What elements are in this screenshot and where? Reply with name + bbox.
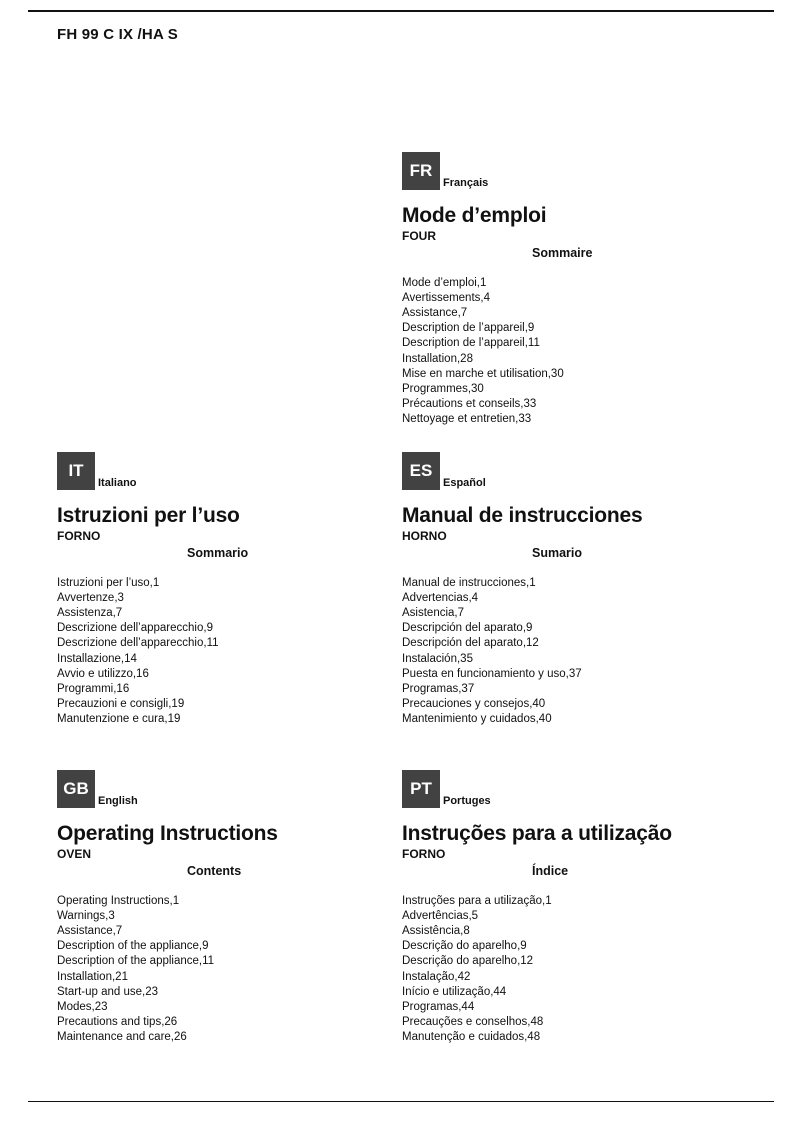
language-row <box>57 452 397 490</box>
toc-heading: Sommaire <box>532 245 593 260</box>
toc-line: Start-up and use,23 <box>57 985 159 998</box>
language-name: Portuges <box>443 795 491 807</box>
toc-line: Operating Instructions,1 <box>57 894 180 907</box>
toc-line: Descripción del aparato,12 <box>402 637 539 650</box>
toc-line: Programmi,16 <box>57 682 130 695</box>
section-english <box>57 770 397 1046</box>
toc-line: Nettoyage et entretien,33 <box>402 413 532 426</box>
toc-line: Programmes,30 <box>402 382 484 395</box>
toc-line: Maintenance and care,26 <box>57 1031 187 1044</box>
section-italiano <box>57 452 397 728</box>
toc-line: Avvertenze,3 <box>57 591 124 604</box>
language-name: Français <box>443 177 489 189</box>
bottom-rule <box>28 1101 774 1102</box>
toc-line: Programas,44 <box>402 1000 475 1013</box>
language-row <box>57 770 397 808</box>
toc-line: Precauzioni e consigli,19 <box>57 698 185 711</box>
toc-line: Puesta en funcionamiento y uso,37 <box>402 667 582 680</box>
toc-line: Descripción del aparato,9 <box>402 622 533 635</box>
section-title: Manual de instrucciones <box>402 504 643 527</box>
top-rule <box>28 10 774 12</box>
section-espanol <box>402 452 742 728</box>
toc-list <box>57 576 397 728</box>
language-badge-gb: GB <box>57 770 95 808</box>
toc-line: Início e utilização,44 <box>402 985 507 998</box>
toc-line: Description de l’appareil,9 <box>402 322 535 335</box>
toc-line: Descrizione dell’apparecchio,11 <box>57 637 219 650</box>
toc-line: Descrição do aparelho,12 <box>402 955 534 968</box>
toc-line: Description of the appliance,9 <box>57 940 209 953</box>
section-title: Istruzioni per l’uso <box>57 504 240 527</box>
toc-line: Precauciones y consejos,40 <box>402 698 546 711</box>
toc-line: Installation,28 <box>402 352 473 365</box>
toc-line: Instalación,35 <box>402 652 473 665</box>
toc-list <box>57 894 397 1046</box>
toc-list <box>402 576 742 728</box>
toc-line: Précautions et conseils,33 <box>402 398 537 411</box>
toc-line: Installation,21 <box>57 970 128 983</box>
language-badge-pt: PT <box>402 770 440 808</box>
language-badge-fr: FR <box>402 152 440 190</box>
toc-line: Manutenzione e cura,19 <box>57 713 181 726</box>
section-title: Instruções para a utilização <box>402 822 672 845</box>
language-name: Español <box>443 477 486 489</box>
model-number: FH 99 C IX /HA S <box>57 26 179 43</box>
section-subtitle: FOUR <box>402 228 436 243</box>
toc-line: Instruções para a utilização,1 <box>402 894 552 907</box>
section-subtitle: OVEN <box>57 846 92 861</box>
toc-line: Descrizione dell’apparecchio,9 <box>57 622 213 635</box>
toc-line: Assistance,7 <box>57 924 123 937</box>
toc-line: Advertencias,4 <box>402 591 479 604</box>
toc-line: Programas,37 <box>402 682 475 695</box>
toc-heading: Sommario <box>187 545 249 560</box>
toc-list <box>402 276 742 428</box>
section-subtitle: FORNO <box>57 528 101 543</box>
toc-line: Advertências,5 <box>402 909 479 922</box>
section-subtitle: FORNO <box>402 846 446 861</box>
language-name: Italiano <box>98 477 137 489</box>
toc-line: Assistenza,7 <box>57 606 123 619</box>
language-row <box>402 452 742 490</box>
language-row <box>402 770 742 808</box>
toc-line: Assistance,7 <box>402 306 468 319</box>
toc-line: Precautions and tips,26 <box>57 1016 178 1029</box>
section-title: Operating Instructions <box>57 822 278 845</box>
toc-line: Description of the appliance,11 <box>57 955 215 968</box>
language-badge-it: IT <box>57 452 95 490</box>
toc-line: Mantenimiento y cuidados,40 <box>402 713 552 726</box>
section-portuges <box>402 770 742 1046</box>
toc-line: Manutenção e cuidados,48 <box>402 1031 541 1044</box>
section-subtitle: HORNO <box>402 528 447 543</box>
toc-line: Installazione,14 <box>57 652 137 665</box>
toc-heading: Índice <box>532 863 569 878</box>
toc-line: Assistência,8 <box>402 924 470 937</box>
section-title: Mode d’emploi <box>402 204 547 227</box>
language-row <box>402 152 742 190</box>
section-francais <box>402 152 742 428</box>
toc-list <box>402 894 742 1046</box>
toc-line: Warnings,3 <box>57 909 115 922</box>
toc-line: Avertissements,4 <box>402 291 490 304</box>
toc-line: Modes,23 <box>57 1000 108 1013</box>
toc-line: Mode d’emploi,1 <box>402 276 487 289</box>
toc-heading: Contents <box>187 863 242 878</box>
toc-line: Descrição do aparelho,9 <box>402 940 527 953</box>
toc-line: Avvio e utilizzo,16 <box>57 667 149 680</box>
toc-line: Asistencia,7 <box>402 606 465 619</box>
toc-heading: Sumario <box>532 545 583 560</box>
toc-line: Precauções e conselhos,48 <box>402 1016 544 1029</box>
toc-line: Istruzioni per l’uso,1 <box>57 576 160 589</box>
language-name: English <box>98 795 138 807</box>
toc-line: Instalação,42 <box>402 970 471 983</box>
toc-line: Description de l’appareil,11 <box>402 337 540 350</box>
language-badge-es: ES <box>402 452 440 490</box>
toc-line: Manual de instrucciones,1 <box>402 576 536 589</box>
toc-line: Mise en marche et utilisation,30 <box>402 367 564 380</box>
